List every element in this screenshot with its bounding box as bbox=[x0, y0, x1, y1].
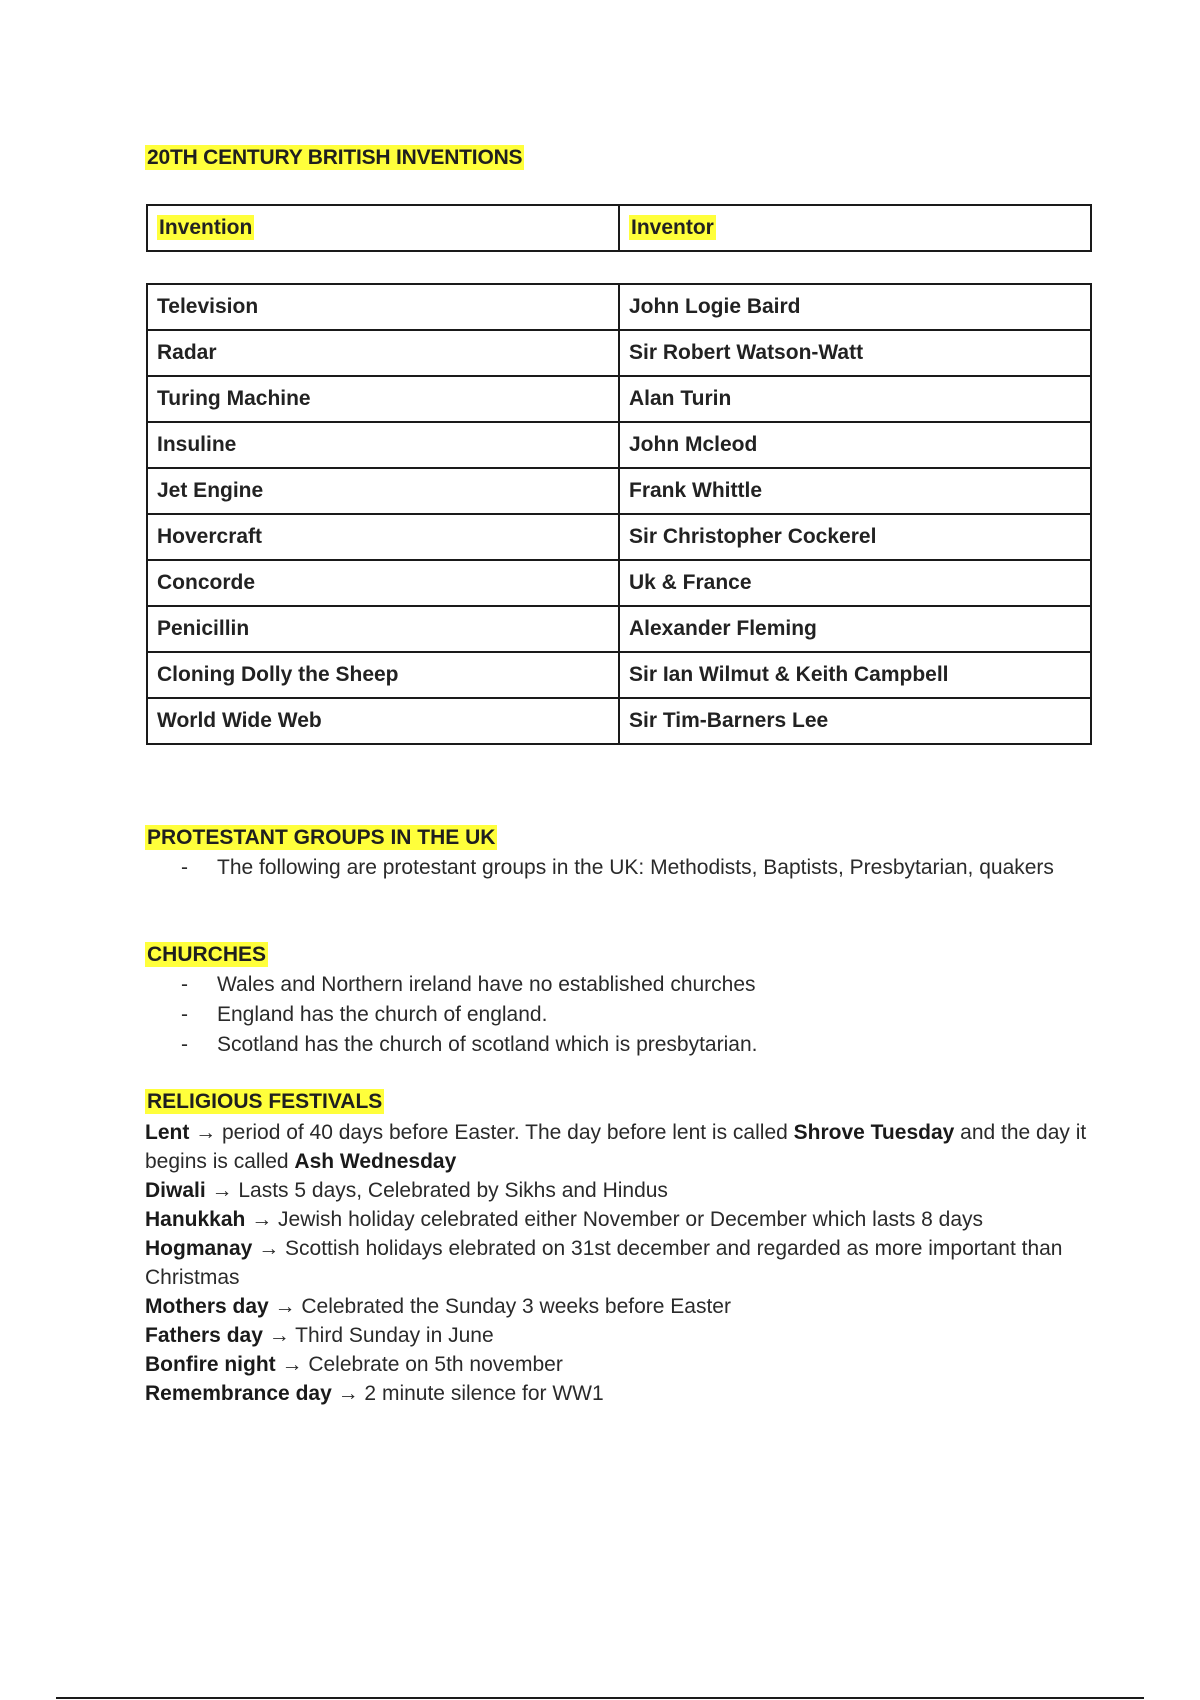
table-row bbox=[147, 560, 1091, 606]
invention-cell: Jet Engine bbox=[147, 468, 619, 514]
festival-text: and the day it begins is called bbox=[145, 1121, 1087, 1173]
inventor-cell: Alexander Fleming bbox=[619, 606, 1091, 652]
festival-text: → Scottish holidays elebrated on 31st december and regarded as more important than Christmas bbox=[145, 1237, 1063, 1289]
festival-item bbox=[145, 1234, 1095, 1292]
invention-cell: Television bbox=[147, 284, 619, 330]
festival-term: Lent bbox=[145, 1121, 190, 1144]
table-row bbox=[147, 330, 1091, 376]
festivals-heading-label: RELIGIOUS FESTIVALS bbox=[147, 1090, 383, 1113]
table-row bbox=[147, 468, 1091, 514]
list-item: - Scotland has the church of scotland which is presbytarian. bbox=[145, 1030, 1095, 1060]
festival-item bbox=[145, 1321, 1095, 1350]
inventor-cell: Alan Turin bbox=[619, 376, 1091, 422]
churches-heading bbox=[145, 943, 268, 967]
header-cell-inventor bbox=[619, 205, 1091, 251]
inventor-cell: Sir Robert Watson-Watt bbox=[619, 330, 1091, 376]
festival-term: Diwali bbox=[145, 1179, 206, 1202]
list-item: - England has the church of england. bbox=[145, 1000, 1095, 1030]
list-item: - The following are protestant groups in the UK: Methodists, Baptists, Presbytarian, quakers bbox=[145, 853, 1095, 883]
festival-text: → Jewish holiday celebrated either November or December which lasts 8 days bbox=[245, 1208, 984, 1231]
festival-item bbox=[145, 1176, 1095, 1205]
festival-bold: Shrove Tuesday bbox=[793, 1121, 955, 1144]
title-highlight: 20TH CENTURY BRITISH INVENTIONS bbox=[147, 146, 523, 169]
protestant-heading-label: PROTESTANT GROUPS IN THE UK bbox=[147, 826, 496, 849]
festival-term: Hanukkah bbox=[145, 1208, 246, 1231]
header-label-inventor: Inventor bbox=[631, 216, 714, 239]
festivals-list bbox=[145, 1118, 1095, 1408]
table-header-row bbox=[147, 205, 1091, 251]
festival-text: → Lasts 5 days, Celebrated by Sikhs and Hindus bbox=[205, 1179, 668, 1202]
festival-text: → Celebrate on 5th november bbox=[275, 1353, 563, 1376]
table-row bbox=[147, 606, 1091, 652]
inventor-cell: Sir Ian Wilmut & Keith Campbell bbox=[619, 652, 1091, 698]
festival-item bbox=[145, 1350, 1095, 1379]
churches-heading-label: CHURCHES bbox=[147, 943, 267, 966]
churches-list bbox=[145, 970, 1095, 1060]
festival-text: → 2 minute silence for WW1 bbox=[331, 1382, 604, 1405]
invention-cell: Insuline bbox=[147, 422, 619, 468]
festival-term: Mothers day bbox=[145, 1295, 269, 1318]
festival-term: Remembrance day bbox=[145, 1382, 332, 1405]
inventor-cell: John Mcleod bbox=[619, 422, 1091, 468]
invention-cell: Radar bbox=[147, 330, 619, 376]
header-cell-invention bbox=[147, 205, 619, 251]
festival-lent bbox=[145, 1118, 1095, 1176]
festival-bold: Ash Wednesday bbox=[294, 1150, 457, 1173]
inventor-cell: Sir Christopher Cockerel bbox=[619, 514, 1091, 560]
invention-cell: Penicillin bbox=[147, 606, 619, 652]
protestant-list bbox=[145, 853, 1095, 883]
inventor-cell: Sir Tim-Barners Lee bbox=[619, 698, 1091, 744]
festival-term: Fathers day bbox=[145, 1324, 263, 1347]
inventor-cell: John Logie Baird bbox=[619, 284, 1091, 330]
inventions-header-table bbox=[146, 204, 1092, 252]
table-row bbox=[147, 422, 1091, 468]
festival-item bbox=[145, 1292, 1095, 1321]
table-row bbox=[147, 652, 1091, 698]
invention-cell: World Wide Web bbox=[147, 698, 619, 744]
inventions-table bbox=[146, 283, 1092, 745]
festival-text: → Third Sunday in June bbox=[262, 1324, 494, 1347]
invention-cell: Cloning Dolly the Sheep bbox=[147, 652, 619, 698]
table-row bbox=[147, 376, 1091, 422]
table-row bbox=[147, 284, 1091, 330]
inventor-cell: Uk & France bbox=[619, 560, 1091, 606]
invention-cell: Concorde bbox=[147, 560, 619, 606]
table-row bbox=[147, 698, 1091, 744]
inventor-cell: Frank Whittle bbox=[619, 468, 1091, 514]
page-title bbox=[145, 146, 524, 170]
festival-term: Bonfire night bbox=[145, 1353, 276, 1376]
festival-text: → period of 40 days before Easter. The day before lent is called bbox=[189, 1121, 794, 1144]
bottom-divider bbox=[56, 1697, 1144, 1699]
table-row bbox=[147, 514, 1091, 560]
list-item: - Wales and Northern ireland have no established churches bbox=[145, 970, 1095, 1000]
invention-cell: Hovercraft bbox=[147, 514, 619, 560]
festival-text: → Celebrated the Sunday 3 weeks before Easter bbox=[268, 1295, 731, 1318]
header-label-invention: Invention bbox=[159, 216, 253, 239]
protestant-heading bbox=[145, 826, 497, 850]
invention-cell: Turing Machine bbox=[147, 376, 619, 422]
festivals-heading bbox=[145, 1090, 384, 1114]
festival-item bbox=[145, 1205, 1095, 1234]
festival-item bbox=[145, 1379, 1095, 1408]
festival-term: Hogmanay bbox=[145, 1237, 253, 1260]
